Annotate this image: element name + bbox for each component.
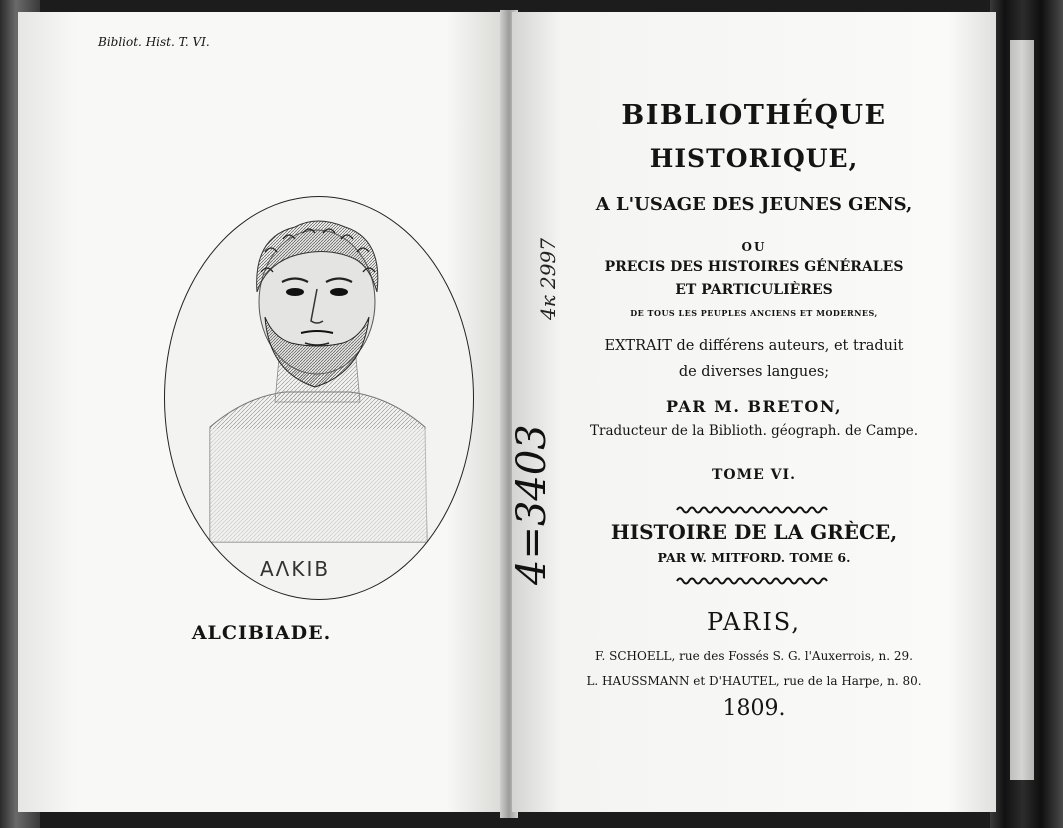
ornament-rule-bottom <box>512 575 996 587</box>
frontispiece-page <box>18 12 505 812</box>
publisher-line-2: L. HAUSSMANN et D'HAUTEL, rue de la Harpe, n. 80. <box>586 674 922 688</box>
title-line-5: PRECIS DES HISTOIRES GÉNÉRALES <box>604 259 904 275</box>
subtitle: HISTOIRE DE LA GRÈCE, <box>610 520 898 544</box>
handwritten-shelfmark <box>505 200 565 590</box>
author-note: Traducteur de la Biblioth. géograph. de Campe. <box>589 423 919 439</box>
title-line-4: OU <box>741 240 767 254</box>
shelfmark-code: 4к 2997 <box>536 238 560 320</box>
engraver-signature: Giraud sculp. <box>386 560 442 587</box>
running-head: Bibliot. Hist. T. VI. <box>98 35 210 49</box>
alcibiades-bust-engraving <box>165 197 473 599</box>
imprint-city: PARIS, <box>706 608 802 636</box>
ornament-rule-top <box>512 504 996 516</box>
publisher-line-1: F. SCHOELL, rue des Fossés S. G. l'Auxerrois, n. 29. <box>595 649 913 663</box>
title-page <box>512 12 996 812</box>
bust-inscription: ΑΛΚΙΒ <box>260 557 331 581</box>
subtitle-author: PAR W. MITFORD. TOME 6. <box>657 550 851 565</box>
title-line-8: EXTRAIT de différens auteurs, et traduit <box>604 338 904 354</box>
author-line: PAR M. BRETON, <box>665 397 843 416</box>
shelfmark-number: 4=3403 <box>509 424 555 585</box>
title-line-1: BIBLIOTHÉQUE <box>621 100 887 131</box>
page-edges <box>1010 40 1034 780</box>
imprint-year: 1809. <box>722 696 786 721</box>
title-line-2: HISTORIQUE, <box>649 144 859 173</box>
title-line-6: ET PARTICULIÈRES <box>675 282 833 298</box>
tome-number: TOME VI. <box>712 467 796 483</box>
portrait-medallion <box>164 196 474 600</box>
title-line-9: de diverses langues; <box>678 364 830 380</box>
title-line-3: A L'USAGE DES JEUNES GENS, <box>595 194 913 215</box>
portrait-caption: ALCIBIADE. <box>191 622 332 644</box>
title-line-7: DE TOUS LES PEUPLES ANCIENS ET MODERNES, <box>630 308 878 318</box>
